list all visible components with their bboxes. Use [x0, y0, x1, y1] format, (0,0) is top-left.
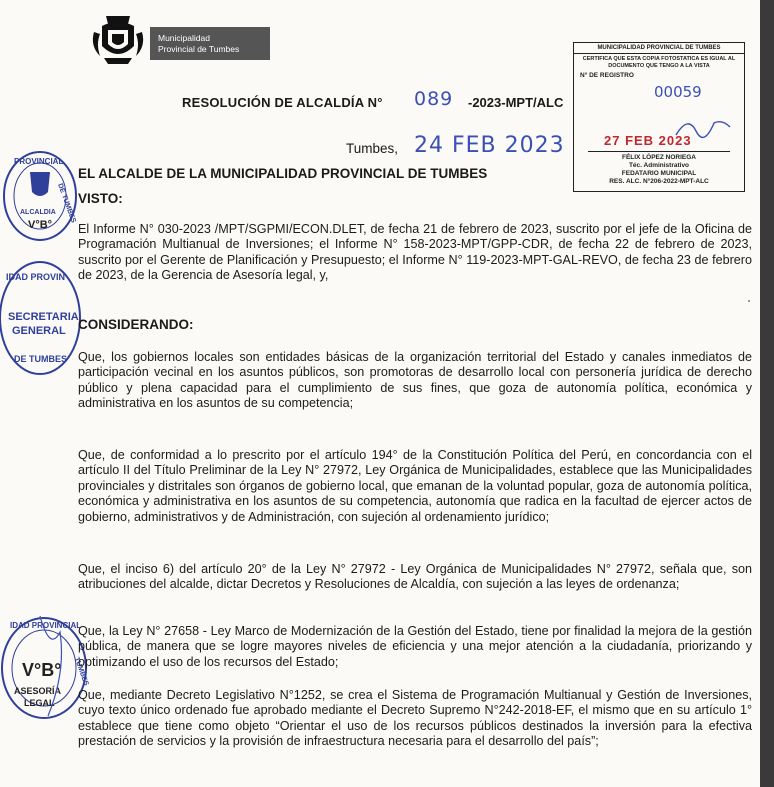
- stamp-registro-number: 00059: [654, 83, 702, 101]
- resolution-date: 24 FEB 2023: [414, 133, 565, 158]
- stamp-role: Téc. Administrativo: [628, 162, 690, 169]
- municipality-name-line2: Provincial de Tumbes: [158, 44, 240, 54]
- heading-considerando: CONSIDERANDO:: [78, 317, 194, 332]
- edge-mark: [748, 300, 750, 302]
- considerando-paragraph-2: Que, de conformidad a lo prescrito por el artículo 194° de la Constitución Política del Perú, en concordancia con el artículo II del Título Preliminar de la Ley N° 27972, Ley Orgánica de Municipalidades, establece que las Municipalidades provinciales y distritales son órganos de gobierno local, que emanan de la voluntad popular, goza de autonomía política, económica y administrativa en los asuntos de su competencia, autonomía que radica en la facultad de ejercer actos de gobierno, administrativos y de Administración, con sujeción al ordenamiento jurídico;: [78, 448, 752, 524]
- secretaria-seal-bottom: DE TUMBES: [14, 354, 68, 364]
- municipality-logo: [88, 10, 148, 66]
- secretaria-general-seal: [0, 258, 84, 378]
- municipality-name-line1: Municipalidad: [158, 33, 210, 43]
- heading-alcalde: EL ALCALDE DE LA MUNICIPALIDAD PROVINCIAL DE TUMBES: [78, 166, 488, 181]
- considerando-paragraph-5: Que, mediante Decreto Legislativo N°1252, se crea el Sistema de Programación Multianual y Gestión de Inversiones, cuyo texto único ordenado fue aprobado mediante el Decreto Supremo N°242-2018-EF, el mismo que en su artículo 1° establece que tiene como objeto “Orientar el uso de los recursos públicos destinados la inversión para la efectiva prestación de servicios y la provisión de infraestructura necesaria para el desarrollo del país”;: [78, 688, 752, 749]
- considerando-paragraph-4: Que, la Ley N° 27658 - Ley Marco de Modernización de la Gestión del Estado, tiene por finalidad la mejora de la gestión pública, de manera que se logre mayores niveles de eficiencia y una mejor atención a la ciudadanía, priorizando y optimizando el uso de los recursos del Estado;: [78, 624, 752, 669]
- stamp-registro-label: N° DE REGISTRO: [580, 72, 634, 79]
- stamp-title: FEDATARIO MUNICIPAL: [621, 170, 697, 177]
- alcaldia-seal-label: ALCALDIA: [20, 209, 56, 216]
- fedatario-stamp: [573, 42, 745, 192]
- alcaldia-seal-top: PROVINCIAL: [14, 157, 64, 166]
- resolution-title: RESOLUCIÓN DE ALCALDÍA N°: [182, 95, 383, 110]
- asesoria-seal-label2: LEGAL: [24, 698, 55, 708]
- secretaria-seal-line1: SECRETARIA: [8, 311, 79, 323]
- asesoria-seal-vb: V°B°: [22, 660, 62, 680]
- stamp-certification: CERTIFICA QUE ESTA COPIA FOTOSTATICA ES IGUAL AL DOCUMENTO QUE TENGO A LA VISTA: [582, 56, 736, 69]
- asesoria-seal-right: TUMBES: [72, 656, 90, 687]
- heading-visto: VISTO:: [78, 191, 123, 206]
- alcaldia-seal-right: DE TUMBES: [56, 182, 77, 224]
- stamp-resolution: RES. ALC. N°206-2022-MPT-ALC: [609, 178, 709, 185]
- stamp-signatory: [574, 151, 744, 186]
- secretaria-seal-top: IDAD PROVIN: [6, 272, 66, 282]
- municipality-banner: [150, 27, 270, 60]
- viewer-right-border: [760, 0, 774, 787]
- asesoria-seal-label1: ASESORÍA: [14, 686, 62, 696]
- signature-scribble: [674, 113, 734, 143]
- secretaria-seal-line2: GENERAL: [12, 325, 66, 337]
- alcaldia-seal: [2, 150, 78, 242]
- stamp-date: 27 FEB 2023: [604, 133, 692, 148]
- considerando-paragraph-3: Que, el inciso 6) del artículo 20° de la Ley N° 27972 - Ley Orgánica de Municipalidades N° 27972, señala que, son atribuciones del alcalde, dictar Decretos y Resoluciones de Alcaldía, con sujeción a las leyes de ordenanza;: [78, 562, 752, 592]
- considerando-paragraph-1: Que, los gobiernos locales son entidades básicas de la organización territorial del Estado y canales inmediatos de participación vecinal en los asuntos públicos, son promotoras de desarrollo local con personería jurídica de derecho público y plena capacidad para el cumplimiento de sus fines, que goza de autonomía política, económica y administrativa en los asuntos de su competencia;: [78, 350, 752, 411]
- resolution-suffix: -2023-MPT/ALC: [468, 95, 564, 110]
- alcaldia-seal-vb: V°B°: [28, 219, 53, 231]
- asesoria-seal-top: IDAD PROVINCIAL: [10, 621, 82, 630]
- city-label: Tumbes,: [346, 141, 399, 156]
- visto-paragraph: El Informe N° 030-2023 /MPT/SGPMI/ECON.DLET, de fecha 21 de febrero de 2023, suscrito por el jefe de la Oficina de Programación Multianual de Inversiones; el Informe N° 158-2023-MPT/GPP-CDR, de fecha 22 de febrero de 2023, suscrito por el Gerente de Planificación y Presupuesto; el Informe N° 119-2023-MPT-GAL-REVO, de fecha 23 de febrero de 2023, de la Gerencia de Asesoría legal, y,: [78, 222, 752, 283]
- stamp-name: FÉLIX LÓPEZ NORIEGA: [588, 151, 730, 162]
- stamp-header: MUNICIPALIDAD PROVINCIAL DE TUMBES: [574, 43, 744, 54]
- resolution-number: 089: [414, 88, 454, 110]
